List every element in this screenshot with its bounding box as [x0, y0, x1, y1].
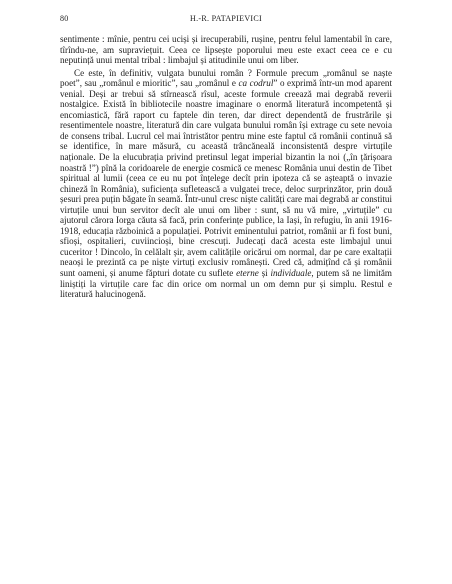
- text-segment: sentimente : mînie, pentru cei uciși și irecuperabili, rușine, pentru felul lamentabil în care, tîrîndu-ne, am supraviețuit. Ceea ce lipsește poporului meu este exact ceea ce e cu neputință unui mental tribal : limbajul și atitudinile unui om liber.: [60, 34, 392, 66]
- text-segment: și: [258, 268, 271, 279]
- paragraph: [60, 34, 392, 66]
- paragraph: [60, 68, 392, 300]
- running-head: H.-R. PATAPIEVICI: [190, 14, 262, 23]
- text-segment: ” o exprimă într-un mod aparent venial. Deși ar trebui să stîrnească rîsul, aceste formule creează mai degrabă reverii nostalgice. Există în bibliotecile noastre imaginare o enormă literatură incompetentă și encomiastică, fără raport cu faptele din teren, dar direct dependentă de frustrările și resentimentele noastre, literatură din care vulgata bunului român își extrage cu sete nevoia de consens tribal. Lucrul cel mai întristător pentru mine este faptul că românii continuă să se identifice, în mare măsură, cu această trâncăneală inconsistentă despre virtuțile naționale. De la elucubrația privind pretinsul legat imperial bizantin la noi („în țărișoara noastră !”) pînă la coridoarele de energie cosmică ce menesc România unui destin de Tibet spiritual al lumii (ceea ce eu nu pot înțelege decît prin ipoteza că se așteaptă o invazie chineză în România), suficiența sufletească a vulgatei trece, deloc surprinzător, prin două șesuri prea puțin băgate în seamă. Într-unul cresc niște calități care mai degrabă ar constitui virtuțile unui bun servitor decît ale unui om liber : sunt, să nu vă mire, „virtuțile” cu ajutorul cărora Iorga căuta să facă, prin conferințe publice, la Iași, în refugiu, în anii 1916-1918, educația războinică a populației. Potrivit eminentului patriot, românii ar fi fost buni, sfioși, ospitalieri, cuviincioși, bine crescuți. Judecați dacă acesta este limbajul unui cuceritor ! Dincolo, în celălalt șir, avem calitățile oricărui om normal, dar pe care exaltații neaoși le prezintă ca pe niște virtuți exclusiv românești. Cred că, admițînd că și românii sunt oameni, și anume făpturi dotate cu suflete: [60, 78, 392, 279]
- text-segment: , putem să ne limităm liniștiți la virtuțile care fac din orice om normal un om demn pur și simplu. Restul e literatură halucinogenă.: [60, 268, 392, 300]
- page-header: [60, 14, 392, 28]
- italic-text-segment: individuale: [270, 268, 312, 279]
- page-number: 80: [60, 14, 69, 23]
- text-segment: Ce este, în definitiv, vulgata bunului român ? Formule precum „românul se naște poet”, sau „românul e mioritic”, sau „românul e: [60, 67, 392, 89]
- italic-text-segment: ca codrul: [238, 78, 274, 89]
- italic-text-segment: eterne: [236, 268, 259, 279]
- body-text: [60, 34, 392, 300]
- book-page: [60, 14, 392, 300]
